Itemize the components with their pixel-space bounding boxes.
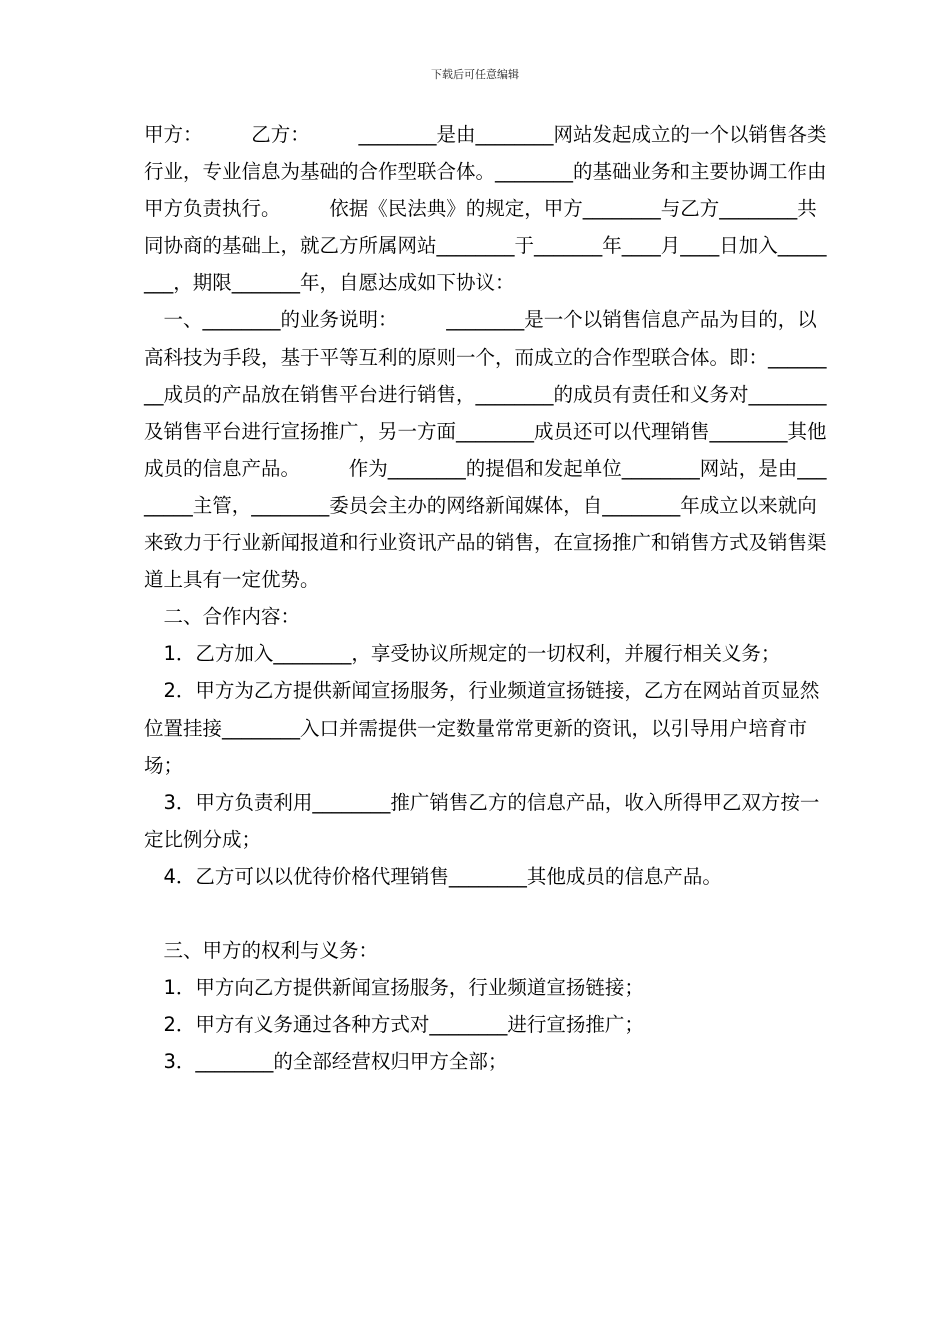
section-2-item-3: 3．甲方负责利用________推广销售乙方的信息产品，收入所得甲乙双方按一定比例分成； — [144, 790, 820, 851]
document-body — [144, 116, 834, 1080]
section-2-item-4: 4．乙方可以以优待价格代理销售________其他成员的信息产品。 — [144, 864, 722, 888]
section-2-item-1: 1．乙方加入________，享受协议所规定的一切权利，并履行相关义务； — [144, 642, 781, 666]
section-3-item-3: 3．________的全部经营权归甲方全部； — [144, 1050, 508, 1074]
intro-paragraph: 甲方： 乙方： ________是由________网站发起成立的一个以销售各类行业，专业信息为基础的合作型联合体。________的基础业务和主要协调工作由甲方负责执行。 依据《民法典》的规定，甲方________与乙方________共同协商的基础上，就乙方所属网站________于_______年____月____日加入________，期限_______年，自愿达成如下协议： — [144, 123, 827, 295]
section-2-item-2: 2．甲方为乙方提供新闻宣扬服务，行业频道宣扬链接，乙方在网站首页显然位置挂接________入口并需提供一定数量常常更新的资讯，以引导用户培育市场； — [144, 679, 820, 777]
section-3-item-2: 2．甲方有义务通过各种方式对________进行宣扬推广； — [144, 1013, 644, 1037]
header-note: 下载后可任意编辑 — [431, 68, 519, 81]
section-3-item-1: 1．甲方向乙方提供新闻宣扬服务，行业频道宣扬链接； — [144, 976, 644, 1000]
section-2-title: 二、合作内容： — [144, 605, 301, 629]
section-3-title: 三、甲方的权利与义务： — [144, 938, 379, 962]
section-1-business-description: 一、________的业务说明： ________是一个以销售信息产品为目的，以高科技为手段，基于平等互利的原则一个，而成立的合作型联合体。即：________成员的产品放在销售平台进行销售，________的成员有责任和义务对________及销售平台进行宣扬推广，另一方面________成员还可以代理销售________其他成员的信息产品。 作为________的提倡和发起单位________网站，是由________主管，________委员会主办的网络新闻媒体，自________年成立以来就向来致力于行业新闻报道和行业资讯产品的销售，在宣扬推广和销售方式及销售渠道上具有一定优势。 — [144, 308, 827, 592]
section-gap — [144, 895, 834, 932]
